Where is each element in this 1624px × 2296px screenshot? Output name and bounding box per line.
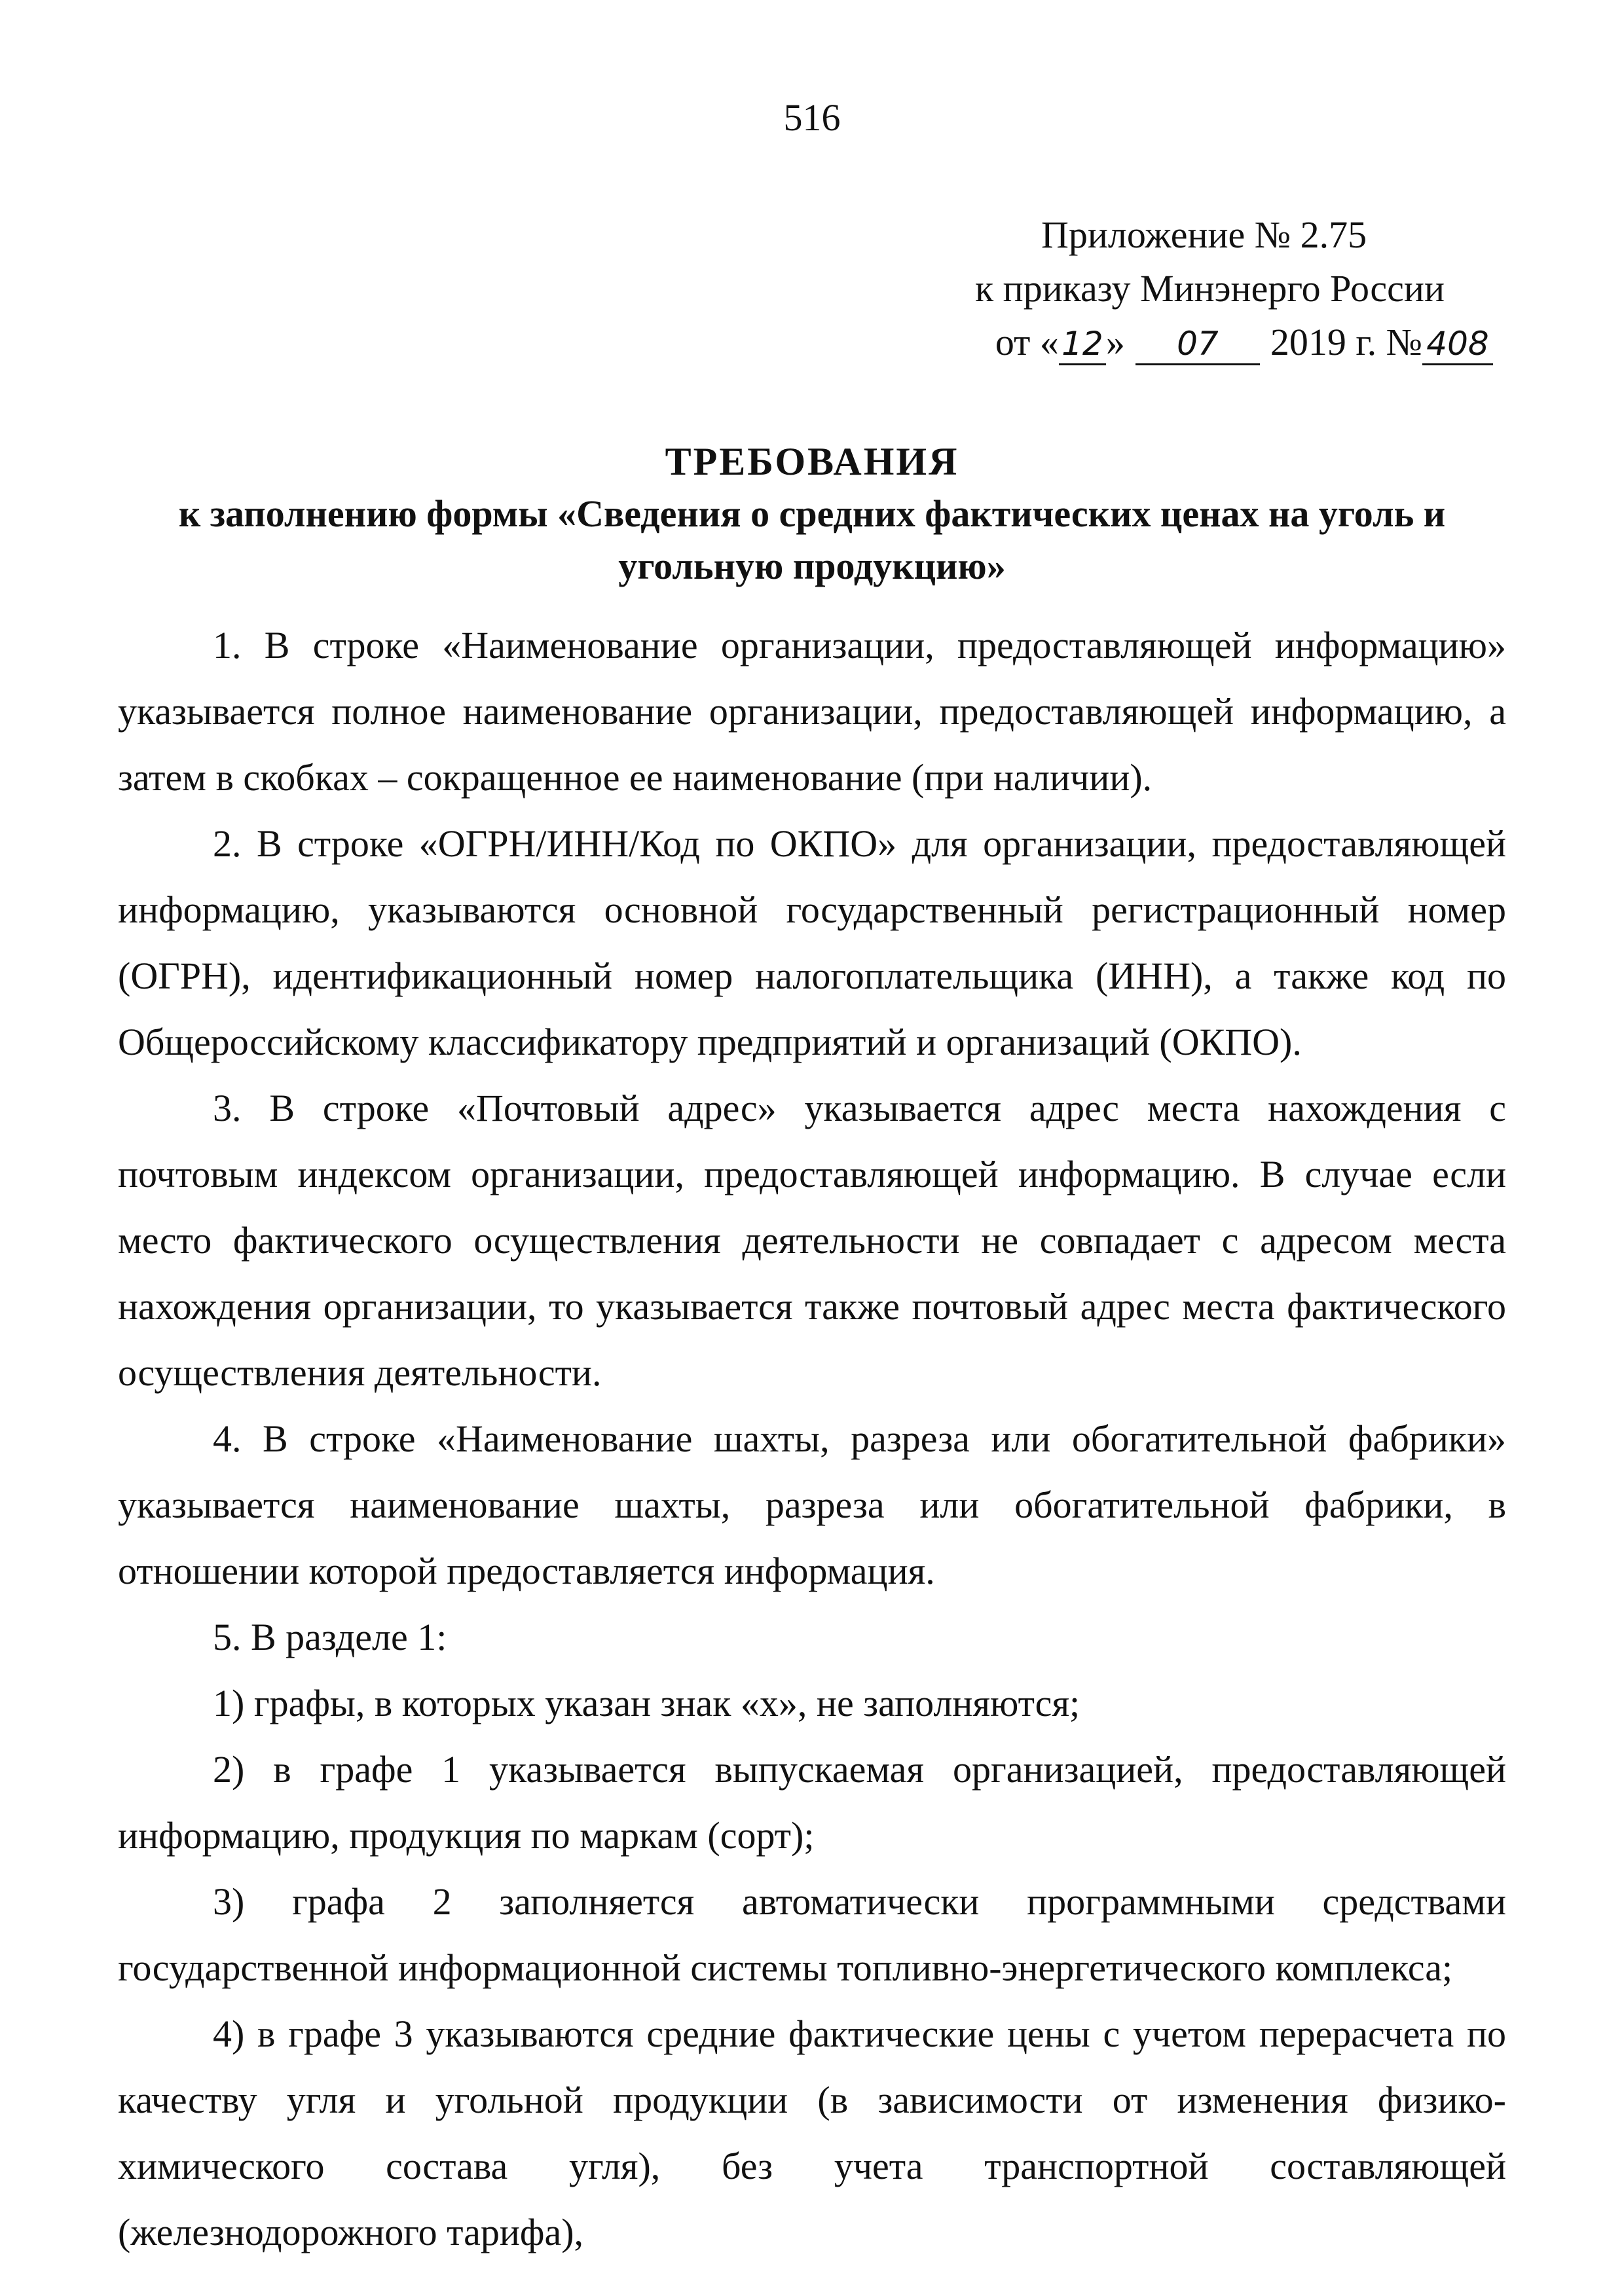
title-subheading: к заполнению формы «Сведения о средних фактических ценах на уголь и угольную продукцию» (178, 492, 1446, 587)
paragraph: 4. В строке «Наименование шахты, разреза или обогатительной фабрики» указывается наименование шахты, разреза или обогатительной фабрики, в отношении которой предоставляется информация. (118, 1417, 1506, 1592)
paragraph: 3) графа 2 заполняется автоматически программными средствами государственной информационной системы топливно-энергетического комплекса; (118, 1880, 1506, 1989)
handwritten-day: 12 (1059, 324, 1106, 365)
paragraph: 1) графы, в которых указан знак «х», не заполняются; (213, 1682, 1080, 1724)
paragraph: 2. В строке «ОГРН/ИНН/Код по ОКПО» для организации, предоставляющей информацию, указываются основной государственный регистрационный номер (ОГРН), идентификационный номер налогоплательщика (ИНН), а также код по Общероссийскому классификатору предприятий и организаций (ОКПО). (118, 822, 1506, 1063)
handwritten-order-number: 408 (1422, 324, 1493, 365)
title-heading: ТРЕБОВАНИЯ (665, 440, 959, 483)
document-title (118, 435, 1506, 592)
annex-title: Приложение № 2.75 (1041, 213, 1367, 256)
annex-date-line (786, 316, 1493, 369)
date-year: 2019 г. № (1270, 321, 1422, 363)
paragraph: 1. В строке «Наименование организации, предоставляющей информацию» указывается полное наименование организации, предоставляющей информацию, а затем в скобках – сокращенное ее наименование (при наличии). (118, 624, 1506, 799)
paragraph: 4) в графе 3 указываются средние фактические цены с учетом перерасчета по качеству угля и угольной продукции (в зависимости от изменения физико-химического состава угля), без учета транспортной составляющей (железнодорожного тарифа), (118, 2013, 1506, 2253)
page-number: 516 (783, 96, 841, 139)
document-body (118, 612, 1506, 2265)
paragraph: 2) в графе 1 указывается выпускаемая организацией, предоставляющей информацию, продукция по маркам (сорт); (118, 1748, 1506, 1857)
annex-order-reference: к приказу Минэнерго России (975, 267, 1445, 310)
paragraph: 3. В строке «Почтовый адрес» указывается адрес места нахождения с почтовым индексом организации, предоставляющей информацию. В случае если место фактического осуществления деятельности не совпадает с адресом места нахождения организации, то указывается также почтовый адрес места фактического осуществления деятельности. (118, 1087, 1506, 1394)
paragraph: 5. В разделе 1: (213, 1616, 447, 1658)
handwritten-month: 07 (1135, 324, 1260, 365)
annex-header (786, 208, 1493, 369)
date-prefix: от « (995, 321, 1059, 363)
date-mid: » (1105, 321, 1125, 363)
